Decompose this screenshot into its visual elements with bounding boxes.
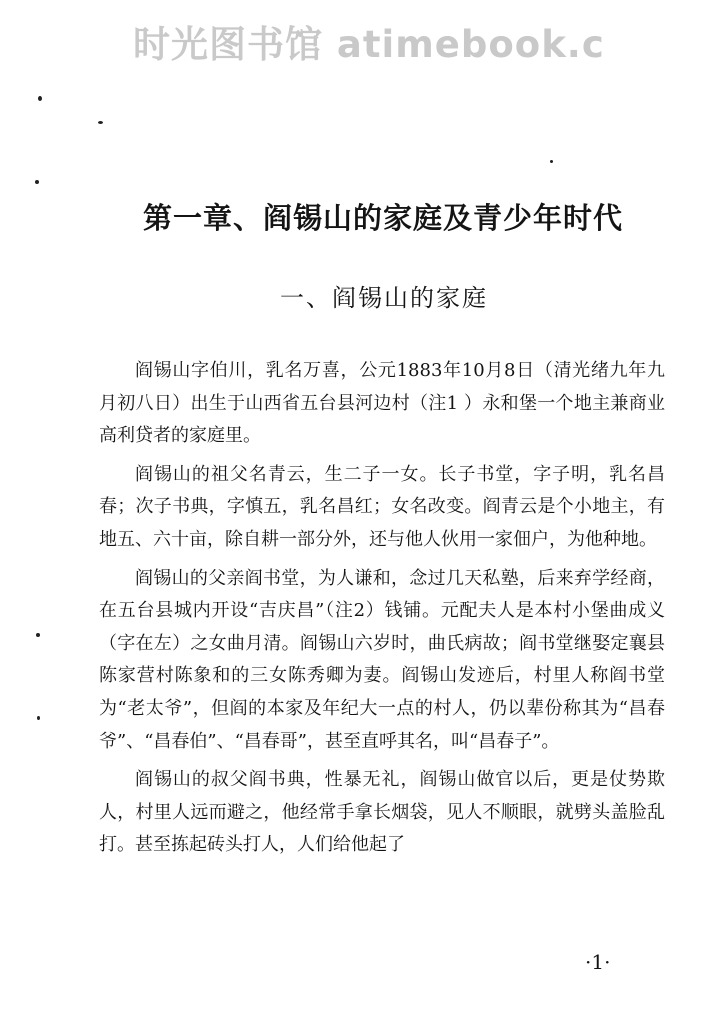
scan-speck xyxy=(38,96,42,101)
scan-speck xyxy=(36,633,40,637)
watermark: 时光图书馆 atimebook.c xyxy=(133,23,605,66)
page-number: ·1· xyxy=(585,950,611,974)
section-title: 一、阎锡山的家庭 xyxy=(280,284,488,312)
scan-speck xyxy=(98,121,103,124)
chapter-title: 第一章、阎锡山的家庭及青少年时代 xyxy=(143,201,624,235)
paragraph: 阎锡山的父亲阎书堂，为人谦和，念过几天私塾，后来弃学经商，在五台县城内开设“吉庆昌”（注2）钱铺。元配夫人是本村小堡曲成义（字在左）之女曲月清。阎锡山六岁时，曲氏病故；阎书堂继娶定襄县陈家营村陈象和的三女陈秀卿为妻。阎锡山发迹后，村里人称阎书堂为“老太爷”，但阎的本家及年纪大一点的村人，仍以辈份称其为“昌春爷”、“昌春伯”、“昌春哥”，甚至直呼其名，叫“昌春子”。 xyxy=(99,567,665,752)
body-text xyxy=(99,355,665,862)
scan-speck xyxy=(37,716,40,720)
scan-speck xyxy=(35,180,39,184)
paragraph: 阎锡山的祖父名青云，生二子一女。长子书堂，字子明，乳名昌春；次子书典，字慎五，乳名昌红；女名改变。阎青云是个小地主，有地五、六十亩，除自耕一部分外，还与他人伙用一家佃户，为他种地。 xyxy=(99,463,665,550)
paragraph: 阎锡山字伯川，乳名万喜，公元1883年10月8日（清光绪九年九月初八日）出生于山西省五台县河边村（注1 ）永和堡一个地主兼商业高利贷者的家庭里。 xyxy=(99,360,665,447)
scan-speck xyxy=(550,160,553,163)
paragraph: 阎锡山的叔父阎书典，性暴无礼，阎锡山做官以后，更是仗势欺人，村里人远而避之，他经常手拿长烟袋，见人不顺眼，就劈头盖脸乱打。甚至拣起砖头打人，人们给他起了 xyxy=(99,769,665,856)
